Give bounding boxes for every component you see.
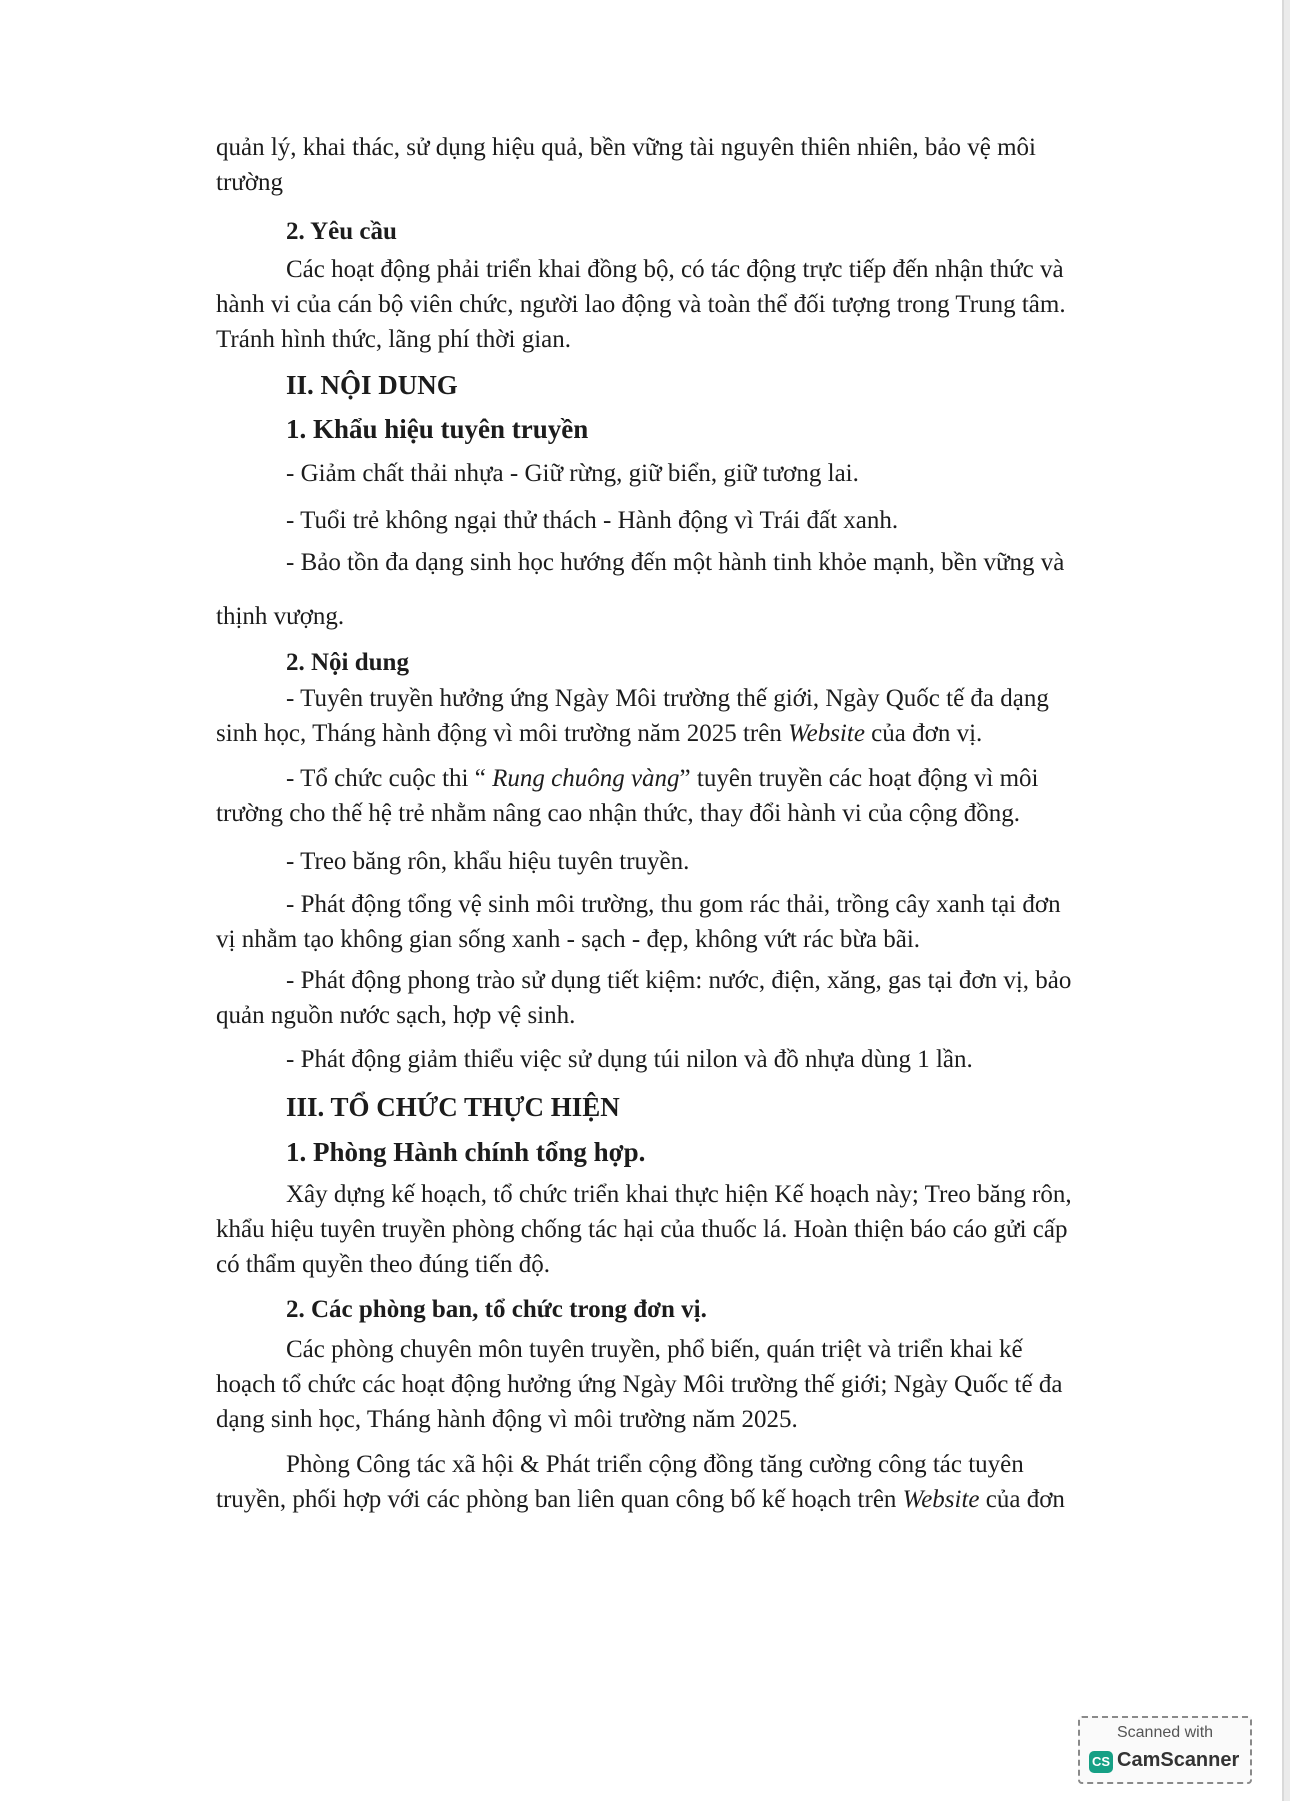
- text-line: Phòng Công tác xã hội & Phát triển cộng đồng tăng cường công tác tuyên: [286, 1451, 1024, 1478]
- departments-paragraph-1: [216, 1332, 1128, 1437]
- content-item-2: [216, 761, 1128, 831]
- text-line: dạng sinh học, Tháng hành động vì môi trường năm 2025.: [216, 1406, 798, 1433]
- text-line: - Tuyên truyền hưởng ứng Ngày Môi trường thế giới, Ngày Quốc tế đa dạng: [286, 685, 1049, 712]
- text-line: có thẩm quyền theo đúng tiến độ.: [216, 1251, 550, 1278]
- text-line: trường cho thế hệ trẻ nhằm nâng cao nhận thức, thay đổi hành vi của cộng đồng.: [216, 800, 1020, 827]
- text-line: hoạch tổ chức các hoạt động hưởng ứng Ngày Môi trường thế giới; Ngày Quốc tế đa: [216, 1371, 1063, 1398]
- camscanner-logo-icon: CS: [1089, 1751, 1113, 1773]
- text-line: quản lý, khai thác, sử dụng hiệu quả, bền vững tài nguyên thiên nhiên, bảo vệ môi: [216, 134, 1036, 161]
- requirements-paragraph: [216, 252, 1128, 357]
- text-line: - Phát động phong trào sử dụng tiết kiệm: nước, điện, xăng, gas tại đơn vị, bảo: [286, 967, 1072, 994]
- slogan-item: - Giảm chất thải nhựa - Giữ rừng, giữ biển, giữ tương lai.: [286, 460, 859, 487]
- text-line: khẩu hiệu tuyên truyền phòng chống tác hại của thuốc lá. Hoàn thiện báo cáo gửi cấp: [216, 1216, 1068, 1243]
- text-line: Tránh hình thức, lãng phí thời gian.: [216, 326, 571, 353]
- text-line: quản nguồn nước sạch, hợp vệ sinh.: [216, 1002, 576, 1029]
- heading-content: 2. Nội dung: [286, 649, 409, 676]
- text-line: Các hoạt động phải triển khai đồng bộ, có tác động trực tiếp đến nhận thức và: [286, 256, 1064, 283]
- contest-name: Rung chuông vàng: [492, 765, 680, 792]
- text-line: vị nhằm tạo không gian sống xanh - sạch - đẹp, không vứt rác bừa bãi.: [216, 926, 921, 953]
- heading-admin-dept: 1. Phòng Hành chính tổng hợp.: [286, 1137, 646, 1167]
- intro-paragraph: [216, 130, 1128, 200]
- heading-section-ii: II. NỘI DUNG: [286, 370, 458, 400]
- slogan-item-continuation: thịnh vượng.: [216, 603, 345, 630]
- heading-requirements: 2. Yêu cầu: [286, 218, 397, 245]
- stamp-caption: Scanned with: [1116, 1724, 1214, 1741]
- text-line: hành vi của cán bộ viên chức, người lao động và toàn thể đối tượng trong Trung tâm.: [216, 291, 1066, 318]
- text-line: trường: [216, 169, 284, 196]
- text-line: - Phát động tổng vệ sinh môi trường, thu gom rác thải, trồng cây xanh tại đơn: [286, 891, 1061, 918]
- text-line: Xây dựng kế hoạch, tổ chức triển khai thực hiện Kế hoạch này; Treo băng rôn,: [286, 1181, 1072, 1208]
- content-item-1: [216, 681, 1128, 751]
- text-line: truyền, phối hợp với các phòng ban liên quan công bố kế hoạch trên Website của đơn: [216, 1486, 1065, 1513]
- text-line: - Tổ chức cuộc thi “ Rung chuông vàng” tuyên truyền các hoạt động vì môi: [286, 765, 1039, 792]
- text-line: sinh học, Tháng hành động vì môi trường năm 2025 trên Website của đơn vị.: [216, 720, 983, 747]
- content-item-4: [216, 887, 1128, 957]
- website-term: Website: [902, 1486, 980, 1513]
- content-item-6: - Phát động giảm thiểu việc sử dụng túi nilon và đồ nhựa dùng 1 lần.: [286, 1046, 973, 1073]
- admin-paragraph: [216, 1177, 1128, 1282]
- content-item-3: - Treo băng rôn, khẩu hiệu tuyên truyền.: [286, 848, 690, 875]
- text-line: Các phòng chuyên môn tuyên truyền, phổ biến, quán triệt và triển khai kế: [286, 1336, 1023, 1363]
- content-item-5: [216, 963, 1128, 1033]
- stamp-brand: CamScanner: [1117, 1749, 1240, 1771]
- camscanner-watermark: [1078, 1716, 1252, 1784]
- slogan-item: - Tuổi trẻ không ngại thử thách - Hành động vì Trái đất xanh.: [286, 507, 899, 534]
- slogan-item: - Bảo tồn đa dạng sinh học hướng đến một hành tinh khỏe mạnh, bền vững và: [286, 549, 1065, 576]
- departments-paragraph-2: [216, 1447, 1128, 1517]
- website-term: Website: [788, 720, 865, 747]
- heading-departments: 2. Các phòng ban, tổ chức trong đơn vị.: [286, 1296, 707, 1323]
- heading-section-iii: III. TỔ CHỨC THỰC HIỆN: [286, 1092, 620, 1122]
- heading-slogans: 1. Khẩu hiệu tuyên truyền: [286, 414, 589, 444]
